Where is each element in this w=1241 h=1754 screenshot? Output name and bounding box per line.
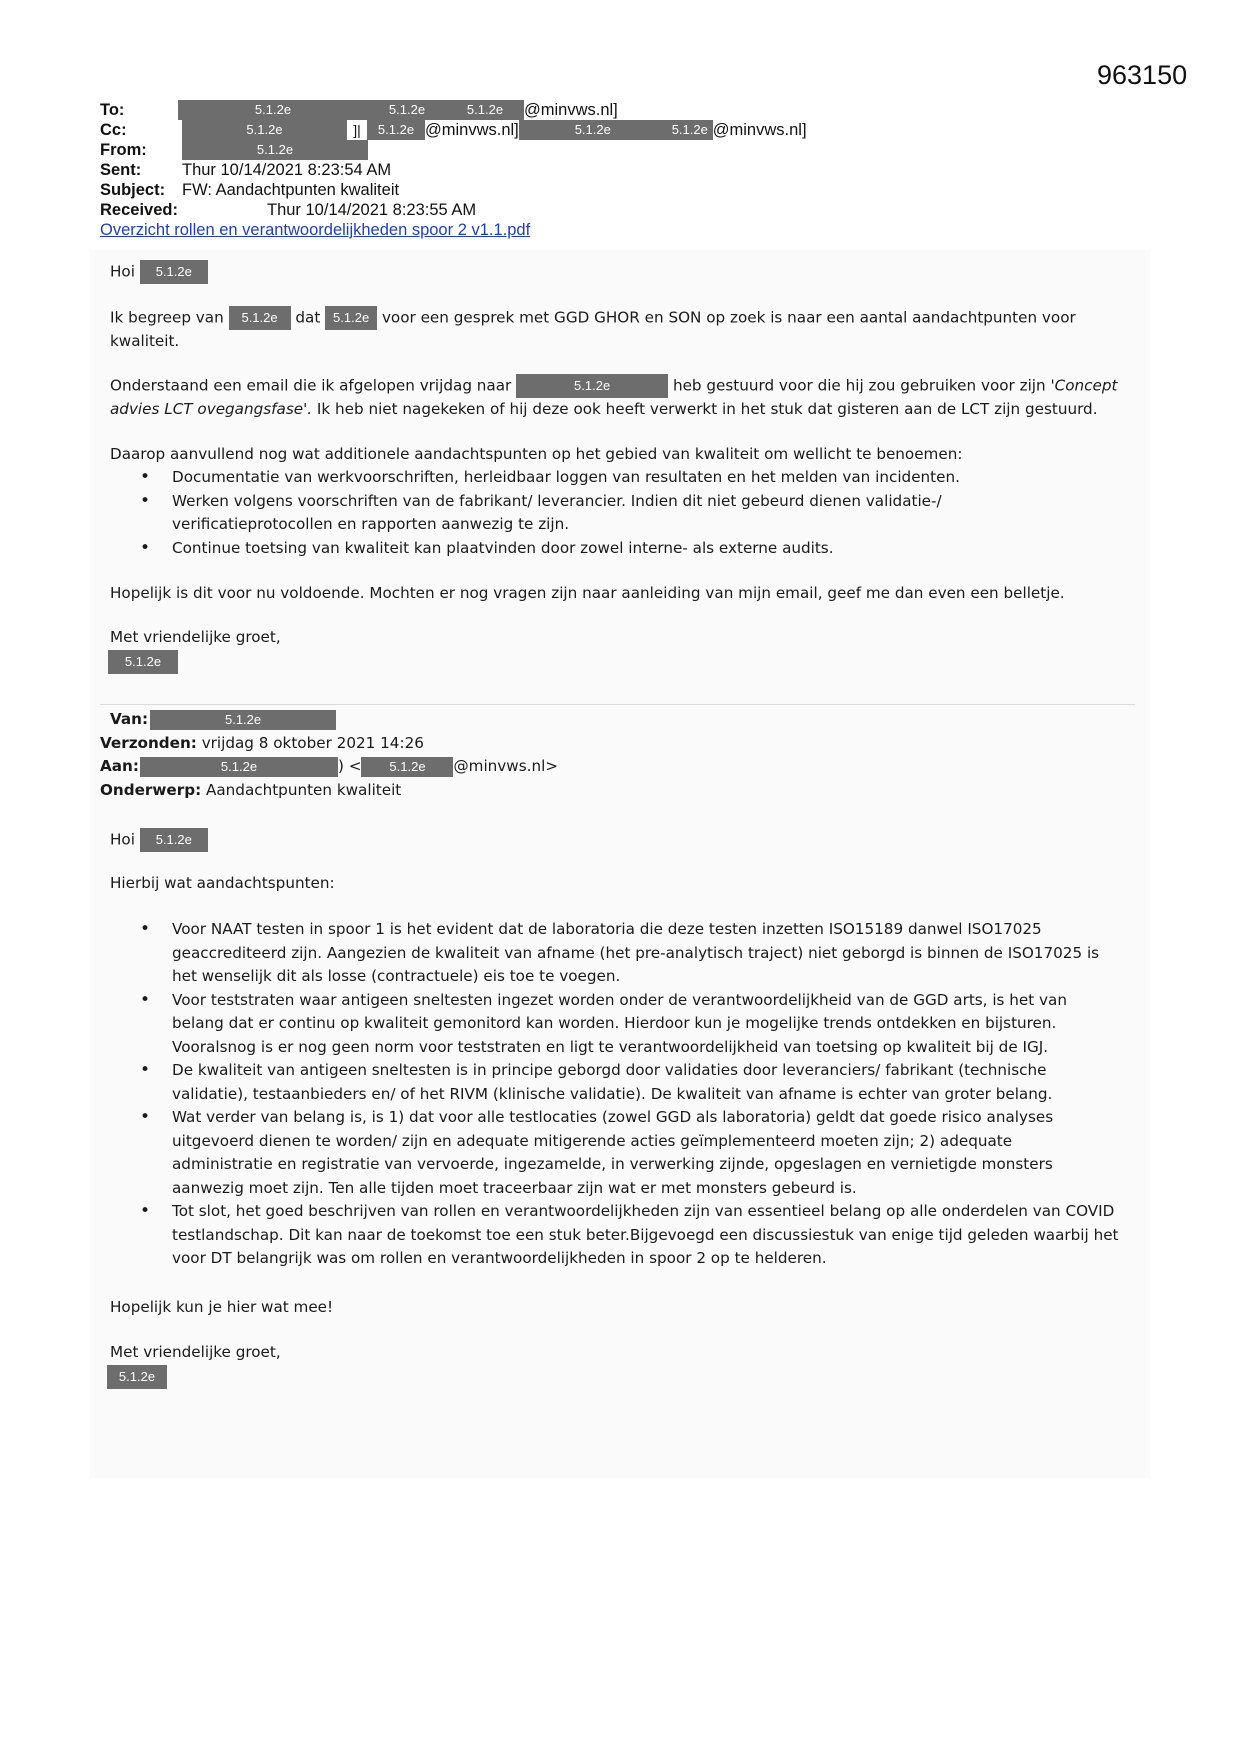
subject-label: Subject: <box>100 181 166 199</box>
from-label: From: <box>100 141 147 159</box>
redaction: 5.1.2e <box>150 710 336 730</box>
redaction: 5.1.2e <box>182 120 347 140</box>
to-label: To: <box>100 101 125 119</box>
forwarded-intro: Hierbij wat aandachtspunten: <box>110 874 335 892</box>
subject-value: FW: Aandachtpunten kwaliteit <box>182 181 400 199</box>
received-value: Thur 10/14/2021 8:23:55 AM <box>267 201 477 219</box>
list-item: • Tot slot, het goed beschrijven van rollen en verantwoordelijkheden zijn van essentieel belang op alle onderdelen van COVID testlandschap. Dit kan naar de toekomst toe een stuk beter.Bijgevoegd een discussiestuk van enige tijd geleden waarbij het voor DT belangrijk was om rollen en verantwoordelijkheden in spoor 2 op te helderen. <box>110 1200 1119 1271</box>
redaction: 5.1.2e <box>516 374 668 398</box>
paragraph-4: Hopelijk is dit voor nu voldoende. Mochten er nog vragen zijn naar aanleiding van mijn email, geef me dan even een belletje. <box>110 584 1065 602</box>
paragraph-3: Daarop aanvullend nog wat additionele aandachtspunten op het gebied van kwaliteit om wellicht te benoemen: <box>110 445 963 463</box>
list-item: • Continue toetsing van kwaliteit kan plaatvinden door zowel interne- als externe audits. <box>110 537 960 561</box>
document-number: 963150 <box>1097 60 1188 90</box>
onderwerp-row: Onderwerp: Aandachtpunten kwaliteit <box>100 780 402 799</box>
cc-domain: @minvws.nl] <box>425 121 519 139</box>
redaction: 5.1.2e <box>140 828 208 852</box>
email-header <box>100 100 807 240</box>
to-row <box>100 100 807 120</box>
van-row: Van: 5.1.2e <box>100 708 558 732</box>
redaction: 5.1.2e <box>178 100 368 120</box>
sent-value: Thur 10/14/2021 8:23:54 AM <box>182 161 392 179</box>
list-item: • Wat verder van belang is, is 1) dat voor alle testlocaties (zowel GGD als laboratoria) geldt dat goede risico analyses uitgevoerd dienen te worden/ zijn en adequate mitigerende acties geïmplementeerd moeten zijn; 2) adequate administratie en registratie van vervoerde, ingezamelde, in verwerking zijnde, opgeslagen en vernietigde monsters aanwezig moet zijn. Ten alle tijden moet traceerbaar zijn wat er met monsters gebeurd is. <box>110 1106 1119 1200</box>
list-item: • De kwaliteit van antigeen sneltesten is in principe geborgd door validaties door leveranciers/ fabrikant (technische validatie), testaanbieders en/ of het RIVM (klinische validatie). De kwaliteit van afname is echter van groter belang. <box>110 1059 1119 1106</box>
redaction: 5.1.2e <box>182 140 368 160</box>
forwarded-greeting: Hoi 5.1.2e <box>110 828 208 852</box>
redaction: 5.1.2e <box>368 100 446 120</box>
sent-label: Sent: <box>100 161 142 179</box>
redaction: 5.1.2e <box>446 100 524 120</box>
forwarded-paragraph-end: Hopelijk kun je hier wat mee! <box>110 1298 334 1316</box>
received-label: Received: <box>100 201 178 219</box>
message-body <box>90 250 1150 1478</box>
list-item: • Voor teststraten waar antigeen sneltesten ingezet worden onder de verantwoordelijkheid van de GGD arts, is het van belang dat er continu op kwaliteit gemonitord kan worden. Hierdoor kun je mogelijke trends ontdekken en bijsturen. Vooralsnog is er nog geen norm voor teststraten en ligt te verantwoordelijkheid van toetsing op kwaliteit bij de IGJ. <box>110 989 1119 1060</box>
attachment-link[interactable]: Overzicht rollen en verantwoordelijkheden spoor 2 v1.1.pdf <box>100 221 531 239</box>
from-row <box>100 140 807 160</box>
sent-row <box>100 160 807 180</box>
subject-row <box>100 180 807 200</box>
redaction: 5.1.2e <box>140 260 208 284</box>
list-item: • Voor NAAT testen in spoor 1 is het evident dat de laboratoria die deze testen inzetten ISO15189 danwel ISO17025 geaccrediteerd zijn. Aangezien de kwaliteit van afname (het pre-analytisch traject) niet geborgd is binnen de ISO17025 is het wenselijk dit als losse (contractuele) eis toe te voegen. <box>110 918 1119 989</box>
verzonden-row: Verzonden: vrijdag 8 oktober 2021 14:26 <box>100 733 424 752</box>
forwarded-header <box>100 708 558 802</box>
list-item: • Documentatie van werkvoorschriften, herleidbaar loggen van resultaten en het melden van incidenten. <box>110 466 960 490</box>
redaction: 5.1.2e <box>519 120 667 140</box>
list-item: • Werken volgens voorschriften van de fabrikant/ leverancier. Indien dit niet gebeurd dienen validatie-/ verificatieprotocollen en rapporten aanwezig te zijn. <box>110 490 960 537</box>
redaction: 5.1.2e <box>325 306 377 330</box>
received-row <box>100 200 807 220</box>
closing: Met vriendelijke groet, 5.1.2e <box>110 626 281 674</box>
redaction: 5.1.2e <box>140 757 338 777</box>
paragraph-1: Ik begreep van 5.1.2e dat 5.1.2e voor een gesprek met GGD GHOR en SON op zoek is naar een aantal aandachtpunten voor kwaliteit. <box>110 306 1076 354</box>
forwarded-closing: Met vriendelijke groet, 5.1.2e <box>110 1341 281 1389</box>
redaction: 5.1.2e <box>108 650 178 674</box>
cc-label: Cc: <box>100 121 127 139</box>
attachment-row <box>100 220 807 240</box>
cc-marker: ]| <box>353 122 361 138</box>
paragraph-2: Onderstaand een email die ik afgelopen vrijdag naar 5.1.2e heb gestuurd voor die hij zou gebruiken voor zijn 'Concept advies LCT ovegangsfase'. Ik heb niet nagekeken of hij deze ook heeft verwerkt in het stuk dat gisteren aan de LCT zijn gestuurd. <box>110 374 1117 422</box>
redaction: 5.1.2e <box>229 306 291 330</box>
greeting: Hoi 5.1.2e <box>110 260 208 284</box>
to-domain: @minvws.nl] <box>524 101 618 119</box>
bullet-list <box>110 466 960 560</box>
redaction: 5.1.2e <box>361 757 453 777</box>
redaction: 5.1.2e <box>367 120 425 140</box>
redaction: 5.1.2e <box>107 1365 167 1389</box>
redaction: 5.1.2e <box>667 120 713 140</box>
divider <box>100 704 1135 705</box>
forwarded-bullet-list <box>110 918 1119 1271</box>
cc-domain: @minvws.nl] <box>712 121 807 139</box>
aan-row: Aan: 5.1.2e ) < 5.1.2e @minvws.nl> <box>100 757 559 775</box>
cc-row <box>100 120 807 140</box>
